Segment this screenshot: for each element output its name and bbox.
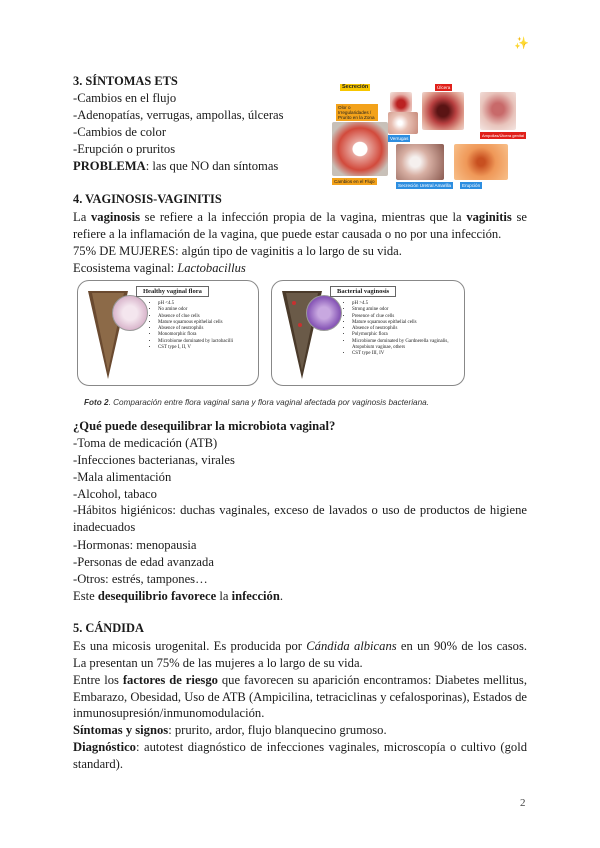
term-vaginitis: vaginitis [466,210,512,224]
cause-item: -Hormonas: menopausia [73,538,197,552]
bv-title: Bacterial vaginosis [330,286,396,297]
bv-item: • Absence of neutrophils [352,326,464,332]
collage-label: Erupción [462,183,481,188]
bv-item: • Polymorphic flora [352,332,464,338]
symptom-item: -Erupción o pruritos [73,142,176,156]
bv-micrograph [306,295,342,331]
healthy-item: • Absence of neutrophils [158,326,260,332]
candida-symptoms [73,722,387,738]
collage-photo [390,92,412,112]
problem-label: PROBLEMA [73,159,146,173]
healthy-item: • Mature squamous epithelial cells [158,320,260,326]
text-span: que favorecen su aparición encontramos: Diabetes mellitus, Embarazo, Obesidad, Uso de ATB (Ampicilina, tetraciclinas y cefalosporinas), Estados de inmunosupresión/inmunomodulación. [73,673,527,720]
cause-item: -Otros: estrés, tampones… [73,572,208,586]
collage-label: Ampollas/Úlcera genital [482,133,525,138]
section-5-title: 5. CÁNDIDA [73,621,144,635]
species-name: Cándida albicans [306,639,397,653]
text-bold: factores de riesgo [122,673,218,687]
healthy-item: • pH <4.5 [158,301,260,307]
ecosystem-line [73,260,246,276]
text-span: . [279,589,284,603]
healthy-item: • Absence of clue cells [158,314,260,320]
bv-item: • CST type III, IV [352,351,464,357]
section-4-title: 4. VAGINOSIS-VAGINITIS [73,192,222,206]
collage-photo [388,112,418,134]
sparkle-icon: ✨ [514,36,529,50]
candida-intro [73,638,527,671]
microbiota-conclusion [73,588,283,604]
collage-photo [422,92,464,130]
figure-caption [84,398,429,407]
text-span: en un 90% de los casos. La presentan un 75% de las mujeres a lo largo de su vida. [73,639,527,670]
candida-risk-factors [73,672,527,722]
healthy-flora-list [150,301,260,351]
bv-item: • Mature squamous epithelial cells [352,320,464,326]
healthy-flora-panel [77,280,259,386]
text-bold: Síntomas y signos [73,723,169,737]
term-vaginosis: vaginosis [90,210,140,224]
bv-list [344,301,464,358]
ets-symptoms-collage [330,82,530,194]
text-span: La [73,210,91,224]
vaginosis-paragraph [73,209,527,242]
problem-line [73,158,278,174]
text-span: se refiere a la infección propia de la vagina, mientras que la [139,210,467,224]
microbiota-question: ¿Qué puede desequilibrar la microbiota vaginal? [73,419,336,433]
ecosystem-value: Lactobacillus [177,261,246,275]
cause-item: -Infecciones bacterianas, virales [73,453,235,467]
collage-label: Olor o Irregularidades / Prurito en la Zona [336,104,378,121]
cause-item: -Alcohol, tabaco [73,487,157,501]
healthy-item: • CST type I, II, V [158,345,260,351]
problem-text: : las que NO dan síntomas [145,159,279,173]
bacterial-vaginosis-panel [271,280,465,386]
bv-item: • pH >4.5 [352,301,464,307]
text-span: la [216,589,232,603]
healthy-item: • No amine odor [158,307,260,313]
collage-photo [480,92,516,130]
collage-photo [332,122,388,176]
symptom-item: -Adenopatías, verrugas, ampollas, úlceras [73,108,284,122]
cause-hygiene: -Hábitos higiénicos: duchas vaginales, exceso de lavados o uso de productos de higiene inadecuados [73,503,527,534]
text-bold: desequilibrio favorece [97,589,217,603]
healthy-micrograph [112,295,148,331]
text-span: : prurito, ardor, flujo blanquecino grumoso. [168,723,387,737]
vaginitis-stat: 75% DE MUJERES: algún tipo de vaginitis a lo largo de su vida. [73,244,402,258]
collage-label: Cambios en el Flujo [334,179,375,184]
text-span: Es una micosis urogenital. Es producida por [73,639,307,653]
text-span: : autotest diagnóstico de infecciones vaginales, microscopía o cultivo (gold standard). [73,740,527,771]
text-bold: Diagnóstico [73,740,136,754]
healthy-flora-title: Healthy vaginal flora [136,286,209,297]
text-span: se refiere a la inflamación de la vagina, que puede estar causada o no por una infección. [73,210,528,241]
text-span: Entre los [73,673,123,687]
text-span: Este [73,589,98,603]
healthy-item: • Microbiome dominated by lactobacilli [158,339,260,345]
ecosystem-label: Ecosistema vaginal: [73,261,178,275]
collage-label: Úlcera [437,85,451,90]
caption-text: . Comparación entre flora vaginal sana y flora vaginal afectada por vaginosis bacteriana. [108,398,429,407]
bv-item: • Strong amine odor [352,307,464,313]
collage-photo [454,144,508,180]
flora-comparison-figure [73,278,469,392]
symptom-item: -Cambios en el flujo [73,91,177,105]
section-3-title: 3. SÍNTOMAS ETS [73,74,178,88]
page-number: 2 [520,797,526,809]
text-bold: infección [231,589,280,603]
healthy-item: • Monomorphic flora [158,332,260,338]
cause-item: -Toma de medicación (ATB) [73,436,218,450]
bv-item: • Presence of clue cells [352,314,464,320]
cause-item: -Personas de edad avanzada [73,555,214,569]
collage-label: Verrugas [390,136,409,141]
candida-diagnosis [73,739,527,772]
cause-item: -Mala alimentación [73,470,172,484]
collage-label: Secreción [342,84,369,90]
bv-item: • Microbiome dominated by Gardnerella vaginalis, Atopobium vaginae, others [352,339,464,352]
collage-photo [396,144,444,180]
symptom-item: -Cambios de color [73,125,167,139]
collage-label: Secreción Uretral Amarilla [398,183,452,188]
caption-label: Foto 2 [84,398,109,407]
